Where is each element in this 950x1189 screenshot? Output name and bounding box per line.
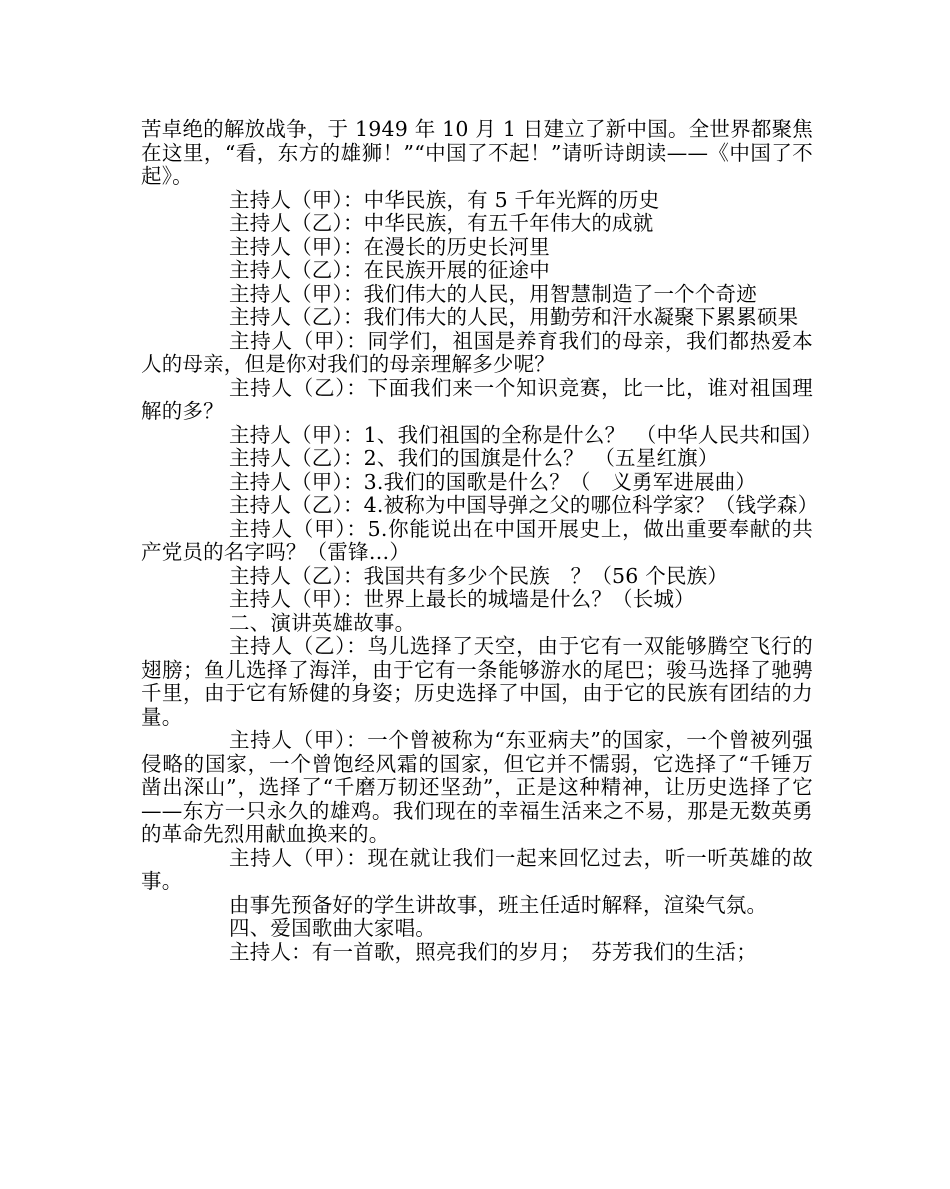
paragraph-host-a-1: 主持人（甲）：中华民族，有 5 千年光辉的历史 [229, 187, 660, 212]
paragraph-host-a-history: 主持人（甲）：一个曾被称为“东亚病夫”的国家，一个曾被列强侵略的国家，一个曾饱经风霜的国家，但它并不懦弱，它选择了“千锤万凿出深山”，选择了“千磨万韧还坚劲”，正是这种精神，让历史选择了它——东方一只永久的雄鸡。我们现在的幸福生活来之不易，那是无数英勇的革命先烈用献血换来的。 [141, 728, 813, 846]
paragraph-host-b-4: 主持人（乙）：下面我们来一个知识竞赛，比一比，谁对祖国理解的多？ [141, 375, 813, 423]
document-page [141, 117, 823, 964]
paragraph-quiz-3: 主持人（甲）：3.我们的国歌是什么？（ 义勇军进展曲） [229, 469, 757, 494]
paragraph-host-b-1: 主持人（乙）：中华民族，有五千年伟大的成就 [229, 211, 654, 235]
paragraph-host-b-3: 主持人（乙）：我们伟大的人民，用勤劳和汗水凝聚下累累硕果 [229, 305, 799, 329]
paragraph-host-a-recall: 主持人（甲）：现在就让我们一起来回忆过去，听一听英雄的故事。 [141, 845, 813, 893]
paragraph-story-note: 由事先预备好的学生讲故事，班主任适时解释，渲染气氛。 [229, 892, 768, 917]
paragraph-host-a-3: 主持人（甲）：我们伟大的人民，用智慧制造了一个个奇迹 [229, 281, 757, 306]
paragraph-quiz-4: 主持人（乙）：4.被称为中国导弹之父的哪位科学家？（钱学森） [229, 493, 819, 517]
paragraph-quiz-6: 主持人（乙）：我国共有多少个民族 ？（56 个民族） [229, 563, 729, 588]
paragraph-quiz-7: 主持人（甲）：世界上最长的城墙是什么？（长城） [229, 587, 695, 611]
paragraph-intro: 苦卓绝的解放战争，于 1949 年 10 月 1 日建立了新中国。全世界都聚焦在这里，“看，东方的雄狮！”“中国了不起！”请听诗朗读——《中国了不起》。 [141, 117, 813, 188]
paragraph-quiz-2: 主持人（乙）：2、我们的国旗是什么？ （五星红旗） [229, 446, 719, 470]
paragraph-host-a-2: 主持人（甲）：在漫长的历史长河里 [229, 234, 550, 259]
section-heading-songs: 四、爱国歌曲大家唱。 [229, 916, 436, 940]
paragraph-host-b-2: 主持人（乙）：在民族开展的征途中 [229, 258, 550, 282]
paragraph-quiz-1: 主持人（甲）：1、我们祖国的全称是什么？ （中华人民共和国） [229, 422, 823, 447]
paragraph-quiz-5: 主持人（甲）：5.你能说出在中国开展史上，做出重要奉献的共产党员的名字吗？（雷锋…） [141, 516, 813, 564]
paragraph-host-b-birds: 主持人（乙）：鸟儿选择了天空，由于它有一双能够腾空飞行的翅膀；鱼儿选择了海洋，由于它有一条能够游水的尾巴；骏马选择了驰骋千里，由于它有矫健的身姿；历史选择了中国，由于它的民族有团结的力量。 [141, 634, 813, 729]
paragraph-host-a-4: 主持人（甲）：同学们，祖国是养育我们的母亲，我们都热爱本人的母亲，但是你对我们的母亲理解多少呢？ [141, 328, 813, 376]
paragraph-host-song: 主持人：有一首歌，照亮我们的岁月； 芬芳我们的生活； [229, 939, 757, 964]
section-heading-hero-stories: 二、演讲英雄故事。 [229, 610, 416, 635]
